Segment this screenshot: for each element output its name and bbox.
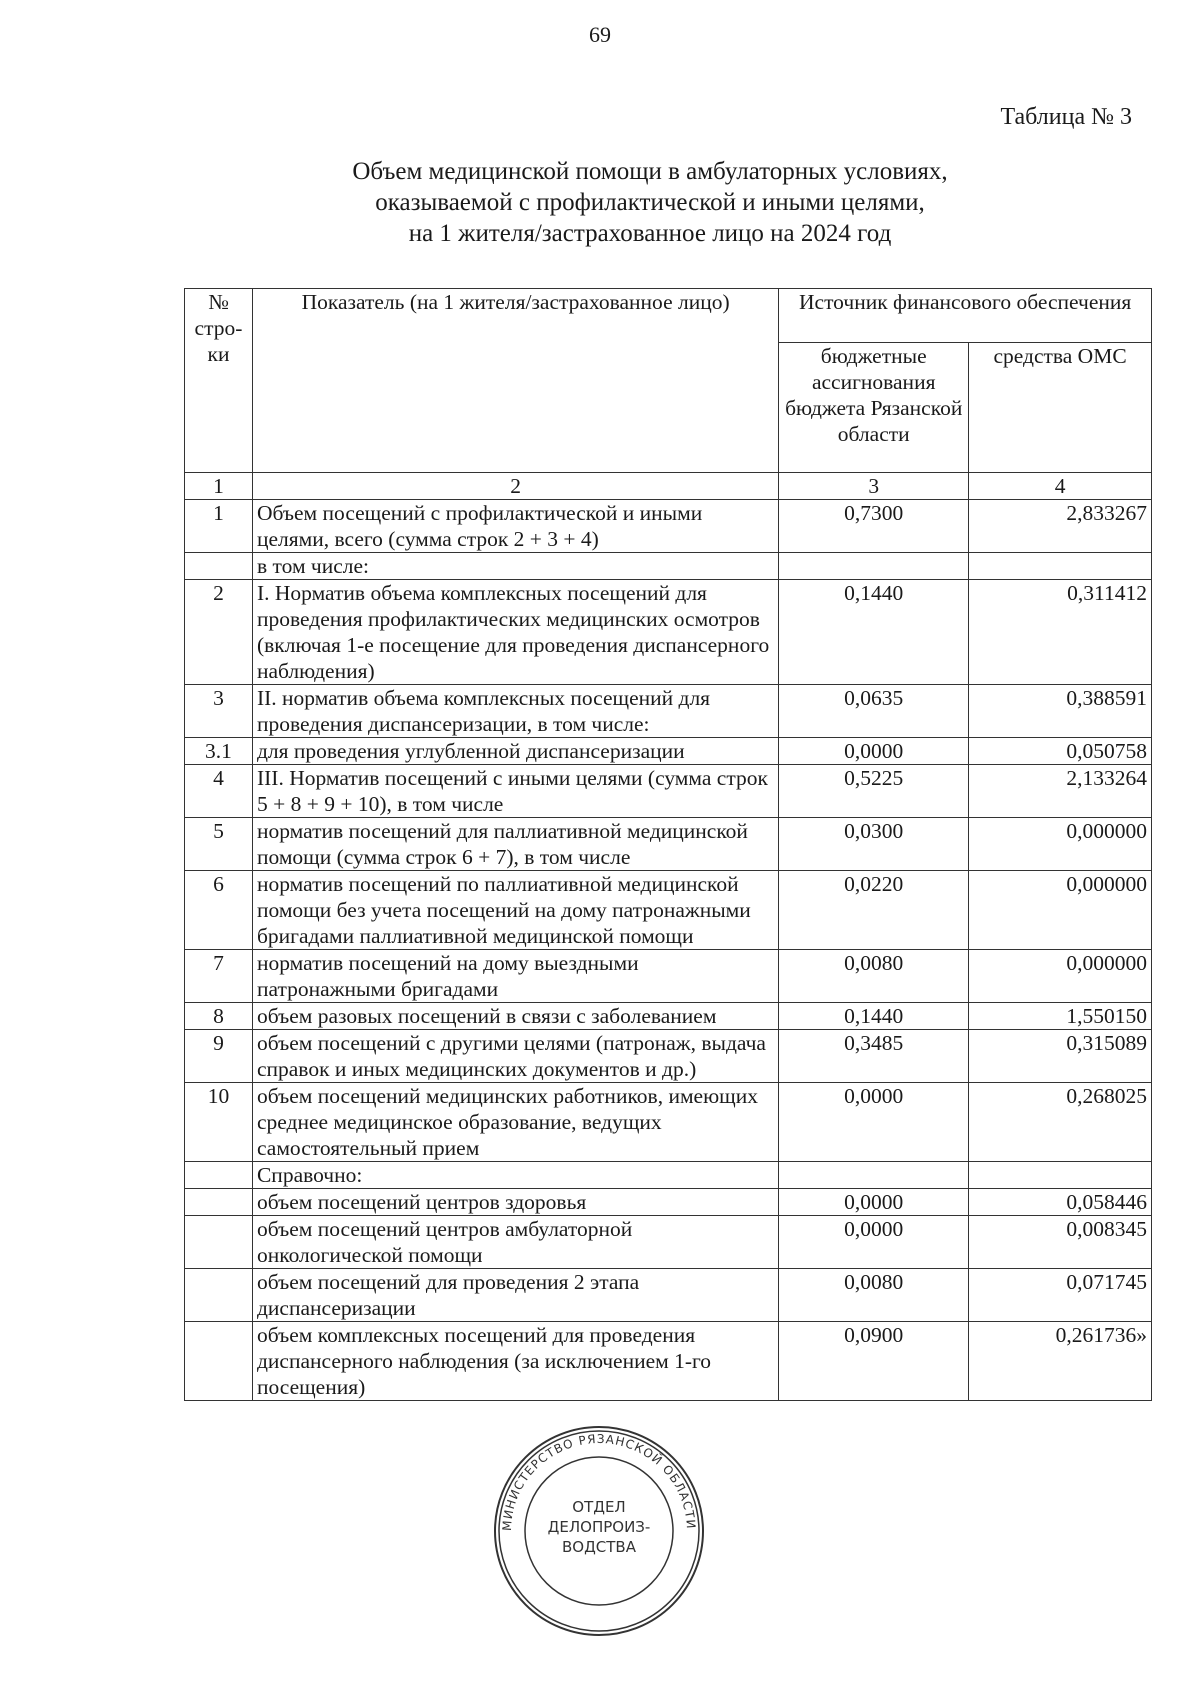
svg-text:МИНИСТЕРСТВО РЯЗАНСКОЙ ОБЛАСТИ [500,1432,698,1531]
table-row [185,1003,1152,1030]
row-number [185,1269,253,1322]
row-oms-value: 0,388591 [969,685,1152,738]
stamp-line: ВОДСТВА [561,1538,637,1556]
title-line: оказываемой с профилактической и иными целями, [375,189,925,216]
column-number: 3 [779,473,969,500]
row-number: 3.1 [185,738,253,765]
column-number: 2 [252,473,778,500]
row-number: 7 [185,950,253,1003]
row-budget-value: 0,0900 [779,1322,969,1401]
title-line: Объем медицинской помощи в амбулаторных условиях, [352,158,948,185]
office-stamp [492,1424,706,1638]
row-oms-value: 0,058446 [969,1189,1152,1216]
row-oms-value: 0,311412 [969,580,1152,685]
row-indicator: объем комплексных посещений для проведения диспансерного наблюдения (за исключением 1-го посещения) [252,1322,778,1401]
table-row [185,871,1152,950]
row-indicator: объем посещений с другими целями (патронаж, выдача справок и иных медицинских документов и др.) [252,1030,778,1083]
row-number [185,1322,253,1401]
row-budget-value: 0,5225 [779,765,969,818]
row-number [185,553,253,580]
volume-table [184,288,1152,1401]
header-funding-source: Источник финансового обеспечения [779,289,1152,343]
row-number: 1 [185,500,253,553]
column-number: 4 [969,473,1152,500]
row-indicator: норматив посещений на дому выездными патронажными бригадами [252,950,778,1003]
row-oms-value: 0,315089 [969,1030,1152,1083]
row-budget-value: 0,7300 [779,500,969,553]
row-number: 8 [185,1003,253,1030]
table-row [185,765,1152,818]
row-indicator: Справочно: [252,1162,778,1189]
table-row [185,738,1152,765]
row-indicator: I. Норматив объема комплексных посещений для проведения профилактических медицинских осмотров (включая 1-е посещение для проведения диспансерного наблюдения) [252,580,778,685]
table-row [185,1189,1152,1216]
row-budget-value: 0,0000 [779,1189,969,1216]
row-indicator: III. Норматив посещений с иными целями (сумма строк 5 + 8 + 9 + 10), в том числе [252,765,778,818]
row-number: 10 [185,1083,253,1162]
row-indicator: объем разовых посещений в связи с заболеванием [252,1003,778,1030]
row-oms-value: 2,833267 [969,500,1152,553]
row-oms-value: 0,268025 [969,1083,1152,1162]
header-oms: средства ОМС [969,343,1152,473]
header-row-number: № стро-ки [185,289,253,473]
table-row [185,950,1152,1003]
row-oms-value: 0,000000 [969,950,1152,1003]
header-indicator: Показатель (на 1 жителя/застрахованное лицо) [252,289,778,473]
row-indicator: Объем посещений с профилактической и иными целями, всего (сумма строк 2 + 3 + 4) [252,500,778,553]
row-budget-value: 0,3485 [779,1030,969,1083]
table-row [185,685,1152,738]
stamp-ring-text: МИНИСТЕРСТВО РЯЗАНСКОЙ ОБЛАСТИ [499,1431,699,1532]
row-oms-value: 0,008345 [969,1216,1152,1269]
row-oms-value: 1,550150 [969,1003,1152,1030]
row-indicator: II. норматив объема комплексных посещений для проведения диспансеризации, в том числе: [252,685,778,738]
row-number: 6 [185,871,253,950]
row-oms-value: 0,050758 [969,738,1152,765]
row-budget-value [779,553,969,580]
row-oms-value: 0,261736» [969,1322,1152,1401]
table-row [185,1030,1152,1083]
row-oms-value: 0,000000 [969,818,1152,871]
table-row [185,1269,1152,1322]
row-number: 2 [185,580,253,685]
row-indicator: объем посещений центров здоровья [252,1189,778,1216]
row-oms-value [969,1162,1152,1189]
row-number: 3 [185,685,253,738]
table-row [185,580,1152,685]
row-budget-value: 0,0000 [779,1216,969,1269]
row-budget-value: 0,0635 [779,685,969,738]
table-row [185,818,1152,871]
row-oms-value [969,553,1152,580]
title-line: на 1 жителя/застрахованное лицо на 2024 год [408,220,892,247]
row-indicator: норматив посещений по паллиативной медицинской помощи без учета посещений на дому патронажными бригадами паллиативной медицинской помощи [252,871,778,950]
row-number [185,1189,253,1216]
document-title [200,156,1100,249]
row-number [185,1216,253,1269]
row-budget-value: 0,0000 [779,738,969,765]
table-row [185,1162,1152,1189]
header-budget: бюджетные ассигнования бюджета Рязанской области [779,343,969,473]
row-budget-value [779,1162,969,1189]
table-body [185,500,1152,1401]
stamp-line: ОТДЕЛ [572,1498,626,1516]
table-row [185,500,1152,553]
row-indicator: для проведения углубленной диспансеризации [252,738,778,765]
table-row [185,1322,1152,1401]
row-indicator: норматив посещений для паллиативной медицинской помощи (сумма строк 6 + 7), в том числе [252,818,778,871]
row-budget-value: 0,0080 [779,950,969,1003]
row-indicator: в том числе: [252,553,778,580]
row-budget-value: 0,0220 [779,871,969,950]
row-budget-value: 0,0000 [779,1083,969,1162]
row-number: 4 [185,765,253,818]
table-row [185,553,1152,580]
row-budget-value: 0,0300 [779,818,969,871]
row-indicator: объем посещений для проведения 2 этапа диспансеризации [252,1269,778,1322]
row-number: 5 [185,818,253,871]
page-number: 69 [589,22,611,47]
row-oms-value: 0,071745 [969,1269,1152,1322]
row-budget-value: 0,0080 [779,1269,969,1322]
row-oms-value: 0,000000 [969,871,1152,950]
table-row [185,1083,1152,1162]
column-number: 1 [185,473,253,500]
row-budget-value: 0,1440 [779,580,969,685]
row-number: 9 [185,1030,253,1083]
stamp-line: ДЕЛОПРОИЗ- [547,1518,651,1536]
row-number [185,1162,253,1189]
row-oms-value: 2,133264 [969,765,1152,818]
table-label: Таблица № 3 [1000,104,1132,130]
row-indicator: объем посещений медицинских работников, имеющих среднее медицинское образование, ведущих самостоятельный прием [252,1083,778,1162]
table-row [185,1216,1152,1269]
row-budget-value: 0,1440 [779,1003,969,1030]
row-indicator: объем посещений центров амбулаторной онкологической помощи [252,1216,778,1269]
